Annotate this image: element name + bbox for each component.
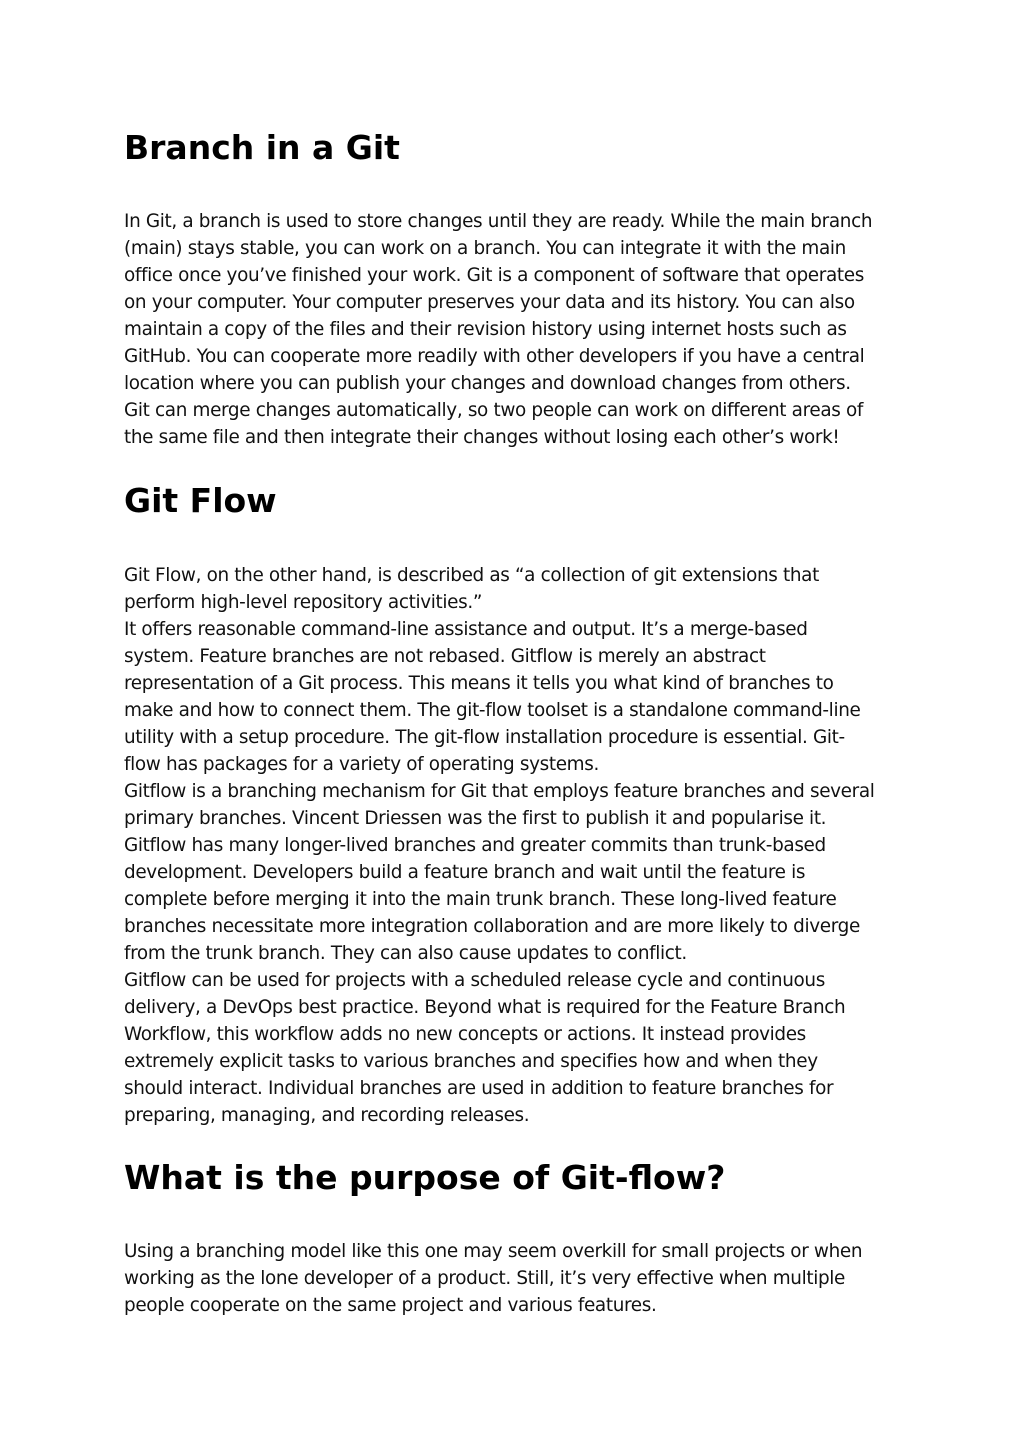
text-line: complete before merging it into the main trunk branch. These long-lived feature [124,889,837,910]
text-line: people cooperate on the same project and various features. [124,1295,657,1316]
text-line: primary branches. Vincent Driessen was the first to publish it and popularise it. [124,808,827,829]
text-line: delivery, a DevOps best practice. Beyond what is required for the Feature Branch [124,997,846,1018]
text-line: office once you’ve finished your work. Git is a component of software that operates [124,265,864,286]
text-line: (main) stays stable, you can work on a branch. You can integrate it with the main [124,238,846,259]
text-line: working as the lone developer of a product. Still, it’s very effective when multiple [124,1268,845,1289]
text-line: Workflow, this workflow adds no new concepts or actions. It instead provides [124,1024,806,1045]
text-line: preparing, managing, and recording releases. [124,1105,530,1126]
text-line: Git can merge changes automatically, so two people can work on different areas of [124,400,864,421]
text-line: location where you can publish your changes and download changes from others. [124,373,851,394]
text-line: maintain a copy of the files and their revision history using internet hosts such as [124,319,847,340]
section-body-git-flow [124,562,914,1129]
text-line: branches necessitate more integration collaboration and are more likely to diverge [124,916,860,937]
text-line: flow has packages for a variety of operating systems. [124,754,599,775]
text-line: utility with a setup procedure. The git-flow installation procedure is essential. Git- [124,727,845,748]
text-line: the same file and then integrate their changes without losing each other’s work! [124,427,840,448]
text-line: Git Flow, on the other hand, is described as “a collection of git extensions that [124,565,819,586]
text-line: from the trunk branch. They can also cause updates to conflict. [124,943,687,964]
text-line: Using a branching model like this one may seem overkill for small projects or when [124,1241,863,1262]
text-line: Gitflow is a branching mechanism for Git that employs feature branches and several [124,781,875,802]
text-line: GitHub. You can cooperate more readily with other developers if you have a central [124,346,865,367]
text-line: In Git, a branch is used to store changes until they are ready. While the main branch [124,211,873,232]
text-line: on your computer. Your computer preserves your data and its history. You can also [124,292,855,313]
section-title-branch-in-a-git: Branch in a Git [124,128,400,167]
text-line: should interact. Individual branches are used in addition to feature branches for [124,1078,834,1099]
text-line: perform high-level repository activities.” [124,592,483,613]
section-title-git-flow: Git Flow [124,481,277,520]
section-body-branch-in-a-git [124,208,914,451]
section-title-purpose-of-git-flow: What is the purpose of Git-flow? [124,1158,726,1197]
text-line: representation of a Git process. This means it tells you what kind of branches to [124,673,834,694]
text-line: extremely explicit tasks to various branches and specifies how and when they [124,1051,818,1072]
text-line: make and how to connect them. The git-flow toolset is a standalone command-line [124,700,861,721]
text-line: Gitflow can be used for projects with a scheduled release cycle and continuous [124,970,825,991]
text-line: It offers reasonable command-line assistance and output. It’s a merge-based [124,619,808,640]
text-line: Gitflow has many longer-lived branches and greater commits than trunk-based [124,835,826,856]
section-body-purpose-of-git-flow [124,1238,914,1319]
text-line: system. Feature branches are not rebased. Gitflow is merely an abstract [124,646,766,667]
text-line: development. Developers build a feature branch and wait until the feature is [124,862,806,883]
